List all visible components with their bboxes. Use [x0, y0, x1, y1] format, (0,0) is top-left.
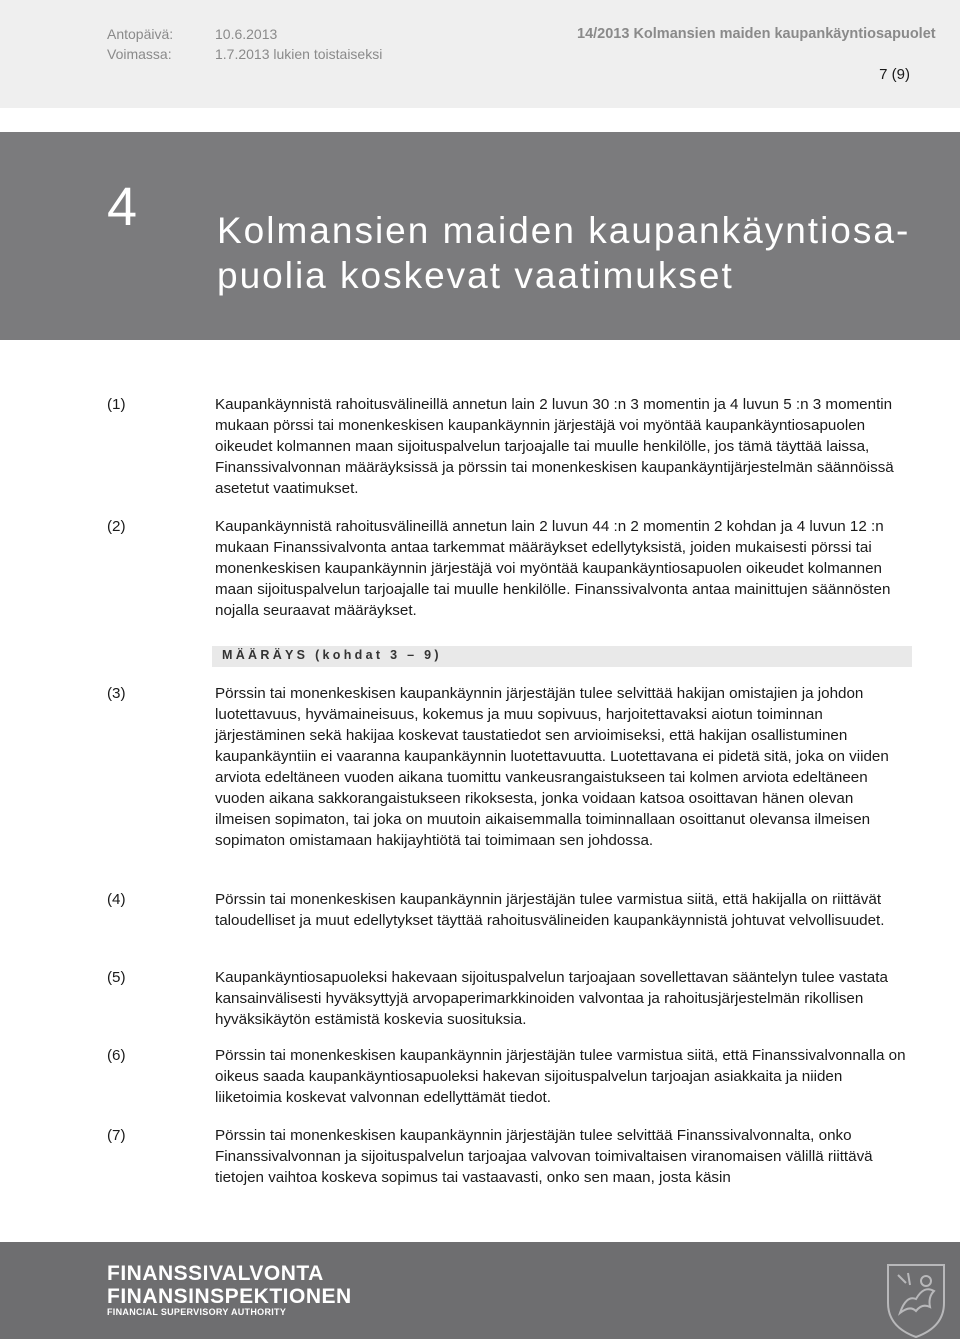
issue-date-value: 10.6.2013 — [215, 26, 278, 42]
paragraph-4 — [107, 889, 907, 931]
paragraph-5 — [107, 967, 907, 1030]
paragraph-2 — [107, 516, 907, 621]
page-number: 7 (9) — [879, 66, 910, 83]
lion-crest-icon — [880, 1255, 952, 1339]
paragraph-text: Kaupankäynnistä rahoitusvälineillä annetun lain 2 luvun 44 :n 2 momentin 2 kohdan ja 4 luvun 12 :n mukaan Finanssivalvonta antaa tarkemmat määräykset edellytyksistä, joiden mukaisesti pörssi tai monenkeskisen kaupankäynnin järjestäjä voi myöntää kaupankäyntiosapuolen oikeudet kolmannen maan sijoituspalvelun tarjoajalle tai muulle henkilölle. Finanssivalvonta antaa mainittujen säännösten nojalla seuraavat määräykset. — [215, 518, 891, 619]
paragraph-text: Pörssin tai monenkeskisen kaupankäynnin järjestäjän tulee varmistua siitä, että Finanssivalvonnalla on oikeus saada kaupankäyntiosapuoleksi hakevan sijoituspalvelun tarjoajan asiakkaita ja niiden liiketoimia koskevat valvonnan edellyttämät tiedot. — [215, 1047, 906, 1106]
paragraph-number: (7) — [107, 1127, 126, 1144]
chapter-title — [217, 208, 917, 298]
issue-date-label: Antopäivä: — [107, 26, 174, 42]
regulations-heading-bar — [212, 646, 912, 667]
chapter-title-line-1: Kolmansien maiden kaupankäyntiosa- — [217, 210, 911, 251]
paragraph-7 — [107, 1125, 907, 1188]
paragraph-number: (4) — [107, 891, 126, 908]
paragraph-number: (3) — [107, 685, 126, 702]
paragraph-text: Pörssin tai monenkeskisen kaupankäynnin järjestäjän tulee selvittää hakijan omistajien ja johdon luotettavuus, hyvämaineisuus, kokemus ja muu sopivuus, harjoitettavaksi aiotun toiminnan järjestäminen sekä hakijaa koskevat taustatiedot sen arvioimiseksi, että hakijan osallistuminen kaupankäyntiin ei vaaranna kaupankäynnin luotettavuutta. Luotettavana ei pidetä sitä, joka on viiden arviota edeltäneen vuoden aikana tuomittu vankeusrangaistukseen tai kolmen arviota edeltäneen vuoden aikana sakkorangaistukseen rikoksesta, jonka voidaan katsoa osoittavan hänen olevan ilmeisen sopimaton, tai joka on muutoin aikaisemmalla toiminnallaan osoittanut olevansa ilmeisen sopimaton omistamaan hakijayhtiötä tai toimimaan sen johdossa. — [215, 685, 889, 849]
chapter-number: 4 — [107, 177, 138, 237]
paragraph-number: (2) — [107, 518, 126, 535]
paragraph-text: Kaupankäynnistä rahoitusvälineillä annetun lain 2 luvun 30 :n 3 momentin ja 4 luvun 5 :n 3 momentin mukaan pörssi tai monenkeskisen kaupankäynnin järjestäjä voi myöntää kaupankäyntiosapuolen oikeudet kolmannen maan sijoituspalvelun tarjoajalle tai muulle henkilölle, jos tämä täyttää laissa, Finanssivalvonnan määräyksissä ja pörssin tai monenkeskisen kaupankäyntijärjestelmän säännöissä asetetut vaatimukset. — [215, 396, 894, 497]
logo-finanssivalvonta: FINANSSIVALVONTA — [107, 1262, 324, 1285]
paragraph-text: Pörssin tai monenkeskisen kaupankäynnin järjestäjän tulee selvittää Finanssivalvonnalta, onko Finanssivalvonnan ja sijoituspalvelun tarjoajaa valvovan toimivaltaisen viranomaisen välillä riittävä tietojen vaihtoa koskeva sopimus tai vastaavasti, onko sen maan, josta käsin — [215, 1127, 873, 1186]
paragraph-3 — [107, 683, 907, 851]
chapter-title-line-2: puolia koskevat vaatimukset — [217, 255, 734, 296]
paragraph-1 — [107, 394, 907, 499]
logo-finansinspektionen: FINANSINSPEKTIONEN — [107, 1285, 352, 1308]
regulations-heading: MÄÄRÄYS (kohdat 3 – 9) — [222, 648, 442, 662]
paragraph-6 — [107, 1045, 907, 1108]
document-title: 14/2013 Kolmansien maiden kaupankäyntiosapuolet — [577, 26, 936, 42]
paragraph-number: (1) — [107, 396, 126, 413]
paragraph-text: Kaupankäyntiosapuoleksi hakevaan sijoituspalvelun tarjoajaan sovellettavan sääntelyn tulee vastata kansainvälisesti hyväksyttyjä arvopaperimarkkinoiden valvontaa ja rahoitusjärjestelmän rikollisen hyväksikäytön estämistä koskevia suosituksia. — [215, 969, 888, 1028]
paragraph-number: (5) — [107, 969, 126, 986]
paragraph-text: Pörssin tai monenkeskisen kaupankäynnin järjestäjän tulee varmistua siitä, että hakijalla on riittävät taloudelliset ja muut edellytykset täyttää rahoitusvälineiden kaupankäynnistä johtuvat velvollisuudet. — [215, 891, 885, 929]
paragraph-number: (6) — [107, 1047, 126, 1064]
logo-financial-supervisory-authority: FINANCIAL SUPERVISORY AUTHORITY — [107, 1307, 287, 1317]
validity-value: 1.7.2013 lukien toistaiseksi — [215, 46, 383, 62]
validity-label: Voimassa: — [107, 46, 172, 62]
